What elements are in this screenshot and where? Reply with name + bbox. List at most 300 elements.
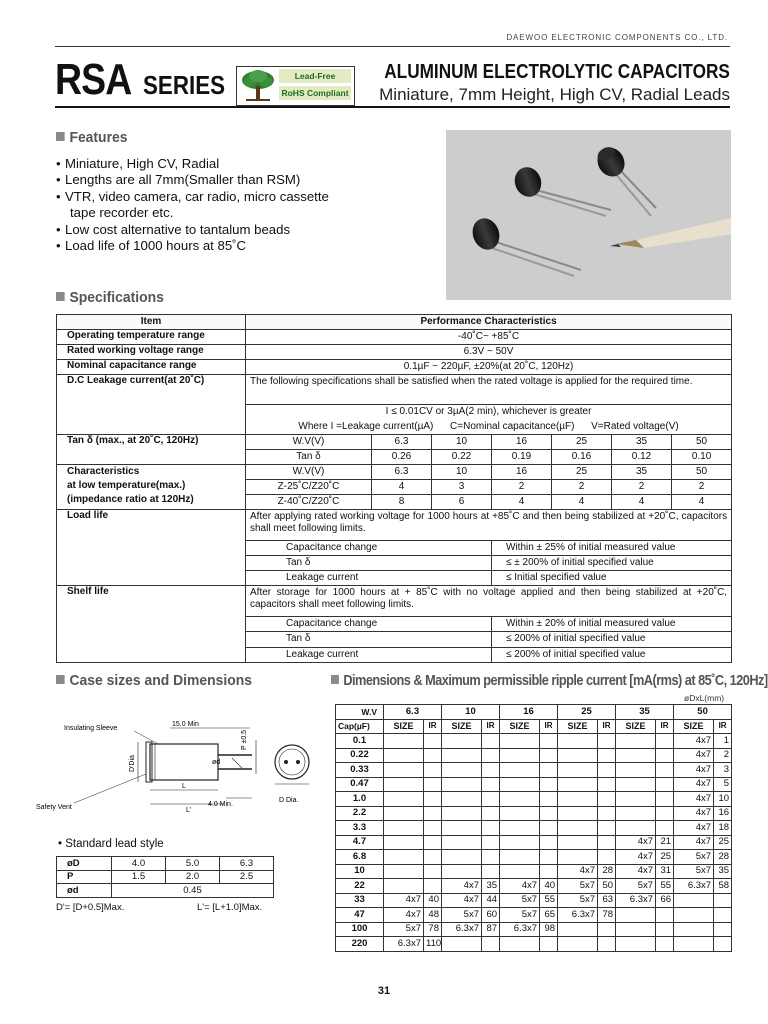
size-cell	[384, 792, 424, 807]
voltage-header: 10	[442, 705, 500, 720]
voltage-header: 6.3	[384, 705, 442, 720]
capacitance-cell: 0.47	[336, 777, 384, 792]
rohs-badge	[236, 66, 355, 106]
case-sizes-heading	[56, 673, 252, 689]
spec-value: After storage for 1000 hours at + 85˚C with no voltage applied and then being stabilized at +20˚C, capacitors shall meet following limits.	[246, 586, 732, 617]
spec-label: Rated working voltage range	[57, 345, 246, 360]
size-header: SIZE	[384, 719, 424, 734]
ripple-current-cell	[714, 908, 732, 923]
d-dia-label: D Dia.	[279, 797, 299, 804]
size-cell	[558, 937, 598, 952]
limit-value: Within ± 25% of initial measured value	[492, 541, 732, 556]
tan-label: Tan δ	[246, 449, 372, 464]
size-cell	[558, 734, 598, 749]
capacitance-cell: 33	[336, 893, 384, 908]
col-perf-header: Performance Characteristics	[246, 315, 732, 330]
ripple-current-cell	[598, 806, 616, 821]
pitch-label: P ±0.5	[241, 729, 248, 750]
ripple-current-cell	[424, 777, 442, 792]
size-cell	[442, 763, 482, 778]
table-cell: 10	[432, 434, 492, 449]
lead-row-label: P	[57, 870, 112, 884]
size-cell	[500, 748, 540, 763]
ripple-current-cell	[482, 850, 500, 865]
table-row	[336, 734, 732, 749]
limit-value: ≤ 200% of initial specified value	[492, 647, 732, 662]
size-cell	[384, 850, 424, 865]
table-cell: 2	[672, 479, 732, 494]
table-cell: 4	[372, 479, 432, 494]
dimension-diagram	[30, 714, 330, 819]
ripple-heading-text: Dimensions & Maximum permissible ripple current [mA(rms) at 85˚C, 120Hz]	[343, 673, 768, 689]
capacitance-cell: 10	[336, 864, 384, 879]
case-sizes-heading-text: Case sizes and Dimensions	[69, 673, 253, 689]
ripple-current-cell	[482, 777, 500, 792]
table-row	[57, 464, 732, 479]
table-row	[336, 893, 732, 908]
feature-text: Lengths are all 7mm(Smaller than RSM)	[65, 172, 301, 188]
size-cell	[558, 821, 598, 836]
size-cell: 4x7	[674, 734, 714, 749]
ripple-current-cell	[598, 734, 616, 749]
ripple-current-cell: 16	[714, 806, 732, 821]
feature-text: Load life of 1000 hours at 85˚C	[65, 238, 247, 254]
lp-label: L'	[186, 807, 192, 814]
size-cell: 4x7	[616, 864, 656, 879]
features-heading	[56, 130, 127, 146]
table-cell: 2	[492, 479, 552, 494]
table-cell: 50	[672, 434, 732, 449]
ripple-current-cell: 50	[598, 879, 616, 894]
ripple-current-cell	[714, 922, 732, 937]
table-cell: 0.22	[432, 449, 492, 464]
capacitance-cell: 0.22	[336, 748, 384, 763]
size-cell	[442, 821, 482, 836]
ripple-current-cell	[656, 806, 674, 821]
ripple-current-cell	[424, 748, 442, 763]
square-bullet-icon	[56, 675, 65, 684]
wv-label: W.V(V)	[246, 464, 372, 479]
size-cell	[500, 821, 540, 836]
lt-row-label: Z-40˚C/Z20˚C	[246, 494, 372, 509]
ripple-current-cell	[714, 893, 732, 908]
size-cell: 4x7	[442, 879, 482, 894]
ripple-current-cell: 21	[656, 835, 674, 850]
leakage-formula: I ≤ 0.01CV or 3µA(2 min), whichever is greater	[246, 405, 732, 420]
ripple-current-cell	[598, 850, 616, 865]
series-name: RSA	[55, 55, 132, 104]
ripple-current-cell	[656, 748, 674, 763]
size-cell: 4x7	[674, 821, 714, 836]
table-cell: 25	[552, 434, 612, 449]
feature-text: VTR, video camera, car radio, micro cassette	[65, 188, 329, 204]
wv-label: W.V(V)	[246, 434, 372, 449]
table-row	[57, 315, 732, 330]
ir-header: IR	[598, 719, 616, 734]
size-cell	[442, 792, 482, 807]
spec-label: Load life	[57, 510, 246, 586]
size-header: SIZE	[674, 719, 714, 734]
capacitance-cell: 22	[336, 879, 384, 894]
square-bullet-icon	[56, 292, 65, 301]
ripple-current-cell	[482, 835, 500, 850]
table-cell: 6	[432, 494, 492, 509]
size-cell: 6.3x7	[500, 922, 540, 937]
size-cell	[442, 777, 482, 792]
table-cell: 4	[552, 494, 612, 509]
size-cell	[442, 850, 482, 865]
table-cell: 10	[432, 464, 492, 479]
size-cell: 4x7	[384, 908, 424, 923]
table-row	[57, 884, 274, 898]
size-cell	[558, 777, 598, 792]
size-cell: 4x7	[674, 792, 714, 807]
ripple-current-cell	[656, 792, 674, 807]
ripple-current-cell	[598, 792, 616, 807]
size-cell: 6.3x7	[616, 893, 656, 908]
table-row	[336, 821, 732, 836]
lt-label-2: at low temperature(max.)	[67, 479, 186, 491]
limit-label: Leakage current	[246, 571, 492, 586]
note-l: L'= [L+1.0]Max.	[197, 902, 263, 913]
table-row	[336, 719, 732, 734]
l-label: L	[182, 783, 186, 790]
table-cell: 0.16	[552, 449, 612, 464]
table-row	[57, 510, 732, 541]
lead-free-label: Lead-Free	[279, 69, 351, 83]
ripple-heading	[331, 673, 768, 689]
size-cell: 4x7	[500, 879, 540, 894]
voltage-header: 35	[616, 705, 674, 720]
ripple-current-cell: 28	[714, 850, 732, 865]
list-item: • VTR, video camera, car radio, micro cassette tape recorder etc.	[56, 188, 329, 221]
size-cell: 5x7	[674, 864, 714, 879]
size-cell: 4x7	[674, 763, 714, 778]
table-cell: 1.5	[112, 870, 166, 884]
square-bullet-icon	[331, 675, 339, 684]
table-cell: 6.3	[220, 857, 274, 871]
size-cell	[558, 806, 598, 821]
limit-value: ≤ ± 200% of initial specified value	[492, 556, 732, 571]
table-row	[336, 835, 732, 850]
feature-text-cont: tape recorder etc.	[70, 205, 174, 221]
ripple-current-cell	[482, 748, 500, 763]
size-cell	[384, 748, 424, 763]
ripple-current-cell: 1	[714, 734, 732, 749]
size-cell	[558, 792, 598, 807]
sleeve-label: Insulating Sleeve	[64, 725, 118, 732]
ripple-current-cell	[540, 835, 558, 850]
capacitance-cell: 0.33	[336, 763, 384, 778]
ir-header: IR	[424, 719, 442, 734]
limit-value: Within ± 20% of initial measured value	[492, 617, 732, 632]
size-cell	[500, 850, 540, 865]
ripple-current-cell: 60	[482, 908, 500, 923]
size-cell	[616, 763, 656, 778]
capacitance-cell: 47	[336, 908, 384, 923]
size-cell: 4x7	[558, 864, 598, 879]
size-cell	[500, 792, 540, 807]
limit-label: Tan δ	[246, 632, 492, 647]
capacitance-cell: 0.1	[336, 734, 384, 749]
size-cell	[674, 937, 714, 952]
table-row	[336, 879, 732, 894]
spec-value: The following specifications shall be satisfied when the rated voltage is applied for the required time.	[246, 375, 732, 405]
capacitance-cell: 6.8	[336, 850, 384, 865]
square-bullet-icon	[56, 132, 65, 141]
list-item: • Load life of 1000 hours at 85˚C	[56, 238, 247, 254]
lead-row-label: ød	[57, 884, 112, 898]
ripple-current-cell	[424, 821, 442, 836]
size-cell	[442, 937, 482, 952]
size-cell	[616, 748, 656, 763]
spec-value: 0.1µF ~ 220µF, ±20%(at 20˚C, 120Hz)	[246, 360, 732, 375]
ripple-current-cell: 35	[714, 864, 732, 879]
table-row	[336, 705, 732, 720]
ripple-current-cell	[656, 821, 674, 836]
capacitance-cell: 220	[336, 937, 384, 952]
size-cell: 6.3x7	[674, 879, 714, 894]
size-cell	[384, 821, 424, 836]
ir-header: IR	[482, 719, 500, 734]
ripple-current-cell: 65	[540, 908, 558, 923]
limit-label: Capacitance change	[246, 617, 492, 632]
lead-style-label: • Standard lead style	[58, 838, 164, 850]
size-cell	[616, 937, 656, 952]
ripple-current-cell	[656, 734, 674, 749]
ripple-current-cell: 87	[482, 922, 500, 937]
table-cell: 35	[612, 464, 672, 479]
capacitance-cell: 2.2	[336, 806, 384, 821]
ripple-current-cell: 5	[714, 777, 732, 792]
table-cell: 3	[432, 479, 492, 494]
ripple-current-cell: 31	[656, 864, 674, 879]
size-cell	[384, 777, 424, 792]
table-row	[336, 864, 732, 879]
ripple-current-cell	[424, 806, 442, 821]
lead-row-label: øD	[57, 857, 112, 871]
unit-label: øDxL(mm)	[684, 693, 725, 703]
ripple-current-cell: 63	[598, 893, 616, 908]
size-cell	[674, 922, 714, 937]
ripple-current-cell	[540, 777, 558, 792]
lead-4min-label: 4.0 Min.	[208, 801, 233, 808]
limit-label: Capacitance change	[246, 541, 492, 556]
product-photo	[446, 130, 731, 300]
table-cell: 2	[552, 479, 612, 494]
size-cell	[384, 835, 424, 850]
ripple-current-cell	[656, 763, 674, 778]
table-row	[336, 937, 732, 952]
limit-value: ≤ Initial specified value	[492, 571, 732, 586]
ir-header: IR	[540, 719, 558, 734]
lead-15min-label: 15.0 Min	[172, 721, 199, 728]
size-cell	[384, 879, 424, 894]
ripple-current-cell	[598, 763, 616, 778]
size-cell	[500, 835, 540, 850]
ripple-current-cell	[656, 777, 674, 792]
size-cell: 4x7	[384, 893, 424, 908]
table-row	[57, 857, 274, 871]
table-row	[336, 748, 732, 763]
table-cell: 0.12	[612, 449, 672, 464]
table-row	[336, 777, 732, 792]
ripple-current-cell: 55	[540, 893, 558, 908]
capacitance-cell: 1.0	[336, 792, 384, 807]
ripple-current-cell: 28	[598, 864, 616, 879]
limit-value: ≤ 200% of initial specified value	[492, 632, 732, 647]
size-cell: 4x7	[674, 748, 714, 763]
spec-label: Nominal capacitance range	[57, 360, 246, 375]
wv-label: W.V	[336, 705, 384, 720]
size-header: SIZE	[442, 719, 482, 734]
table-row	[336, 792, 732, 807]
size-cell: 6.3x7	[384, 937, 424, 952]
list-item: • Miniature, High CV, Radial	[56, 156, 220, 171]
table-cell: 50	[672, 464, 732, 479]
ripple-current-cell: 55	[656, 879, 674, 894]
ripple-current-cell: 35	[482, 879, 500, 894]
table-cell: 0.19	[492, 449, 552, 464]
page-subtitle: Miniature, 7mm Height, High CV, Radial Leads	[379, 85, 730, 104]
ripple-current-cell	[424, 850, 442, 865]
size-cell	[616, 908, 656, 923]
voltage-header: 25	[558, 705, 616, 720]
ripple-current-cell	[540, 937, 558, 952]
ripple-current-cell	[424, 864, 442, 879]
table-cell: 4	[672, 494, 732, 509]
size-cell	[500, 777, 540, 792]
size-cell	[674, 908, 714, 923]
page-title: ALUMINUM ELECTROLYTIC CAPACITORS	[384, 61, 730, 83]
size-cell: 5x7	[616, 879, 656, 894]
safety-vent-label: Safety Vent	[36, 804, 72, 811]
size-cell: 4x7	[616, 850, 656, 865]
specifications-heading-text: Specifications	[69, 290, 164, 306]
list-item: • Low cost alternative to tantalum beads	[56, 221, 291, 237]
table-cell: 2.5	[220, 870, 274, 884]
lead-dia-label: ød	[212, 759, 221, 766]
size-cell: 6.3x7	[558, 908, 598, 923]
ripple-current-cell	[598, 835, 616, 850]
header-divider	[55, 46, 730, 47]
ripple-current-cell	[540, 763, 558, 778]
ripple-current-cell	[598, 922, 616, 937]
ripple-current-cell: 66	[656, 893, 674, 908]
specifications-table	[56, 314, 732, 663]
ripple-current-cell: 44	[482, 893, 500, 908]
table-row	[336, 806, 732, 821]
ripple-current-cell	[482, 864, 500, 879]
size-cell: 5x7	[384, 922, 424, 937]
size-cell: 5x7	[558, 879, 598, 894]
ripple-current-cell	[482, 821, 500, 836]
feature-text: Miniature, High CV, Radial	[65, 156, 220, 171]
table-cell: 6.3	[372, 434, 432, 449]
size-header: SIZE	[500, 719, 540, 734]
ripple-current-cell	[482, 792, 500, 807]
table-cell: 5.0	[166, 857, 220, 871]
ripple-current-cell: 58	[714, 879, 732, 894]
size-cell	[384, 763, 424, 778]
ripple-current-cell: 110	[424, 937, 442, 952]
size-cell	[500, 763, 540, 778]
ripple-current-cell	[656, 922, 674, 937]
size-cell	[616, 922, 656, 937]
size-cell	[616, 777, 656, 792]
size-cell: 4x7	[616, 835, 656, 850]
spec-label: D.C Leakage current(at 20˚C)	[57, 375, 246, 434]
series-suffix: SERIES	[143, 70, 226, 100]
lead-style-table	[56, 856, 274, 898]
table-row	[57, 345, 732, 360]
size-cell	[442, 734, 482, 749]
ripple-table	[335, 704, 732, 952]
size-cell	[442, 748, 482, 763]
spec-label: Tan δ (max., at 20˚C, 120Hz)	[57, 434, 246, 464]
leakage-where: Where I =Leakage current(µA) C=Nominal capacitance(µF) V=Rated voltage(V)	[246, 419, 732, 434]
ripple-current-cell: 48	[424, 908, 442, 923]
ripple-current-cell	[424, 792, 442, 807]
ripple-current-cell: 78	[598, 908, 616, 923]
capacitance-cell: 4.7	[336, 835, 384, 850]
ripple-current-cell: 78	[424, 922, 442, 937]
ripple-current-cell	[656, 937, 674, 952]
size-cell	[500, 734, 540, 749]
size-cell: 5x7	[674, 850, 714, 865]
table-cell: 35	[612, 434, 672, 449]
table-row	[57, 870, 274, 884]
table-cell: 6.3	[372, 464, 432, 479]
size-cell	[558, 922, 598, 937]
size-cell: 4x7	[674, 835, 714, 850]
spec-value: -40˚C~ +85˚C	[246, 330, 732, 345]
ripple-current-cell	[424, 734, 442, 749]
size-cell	[558, 835, 598, 850]
size-cell: 4x7	[674, 806, 714, 821]
ripple-current-cell: 40	[540, 879, 558, 894]
ripple-current-cell	[424, 879, 442, 894]
size-cell	[500, 806, 540, 821]
ripple-current-cell	[482, 734, 500, 749]
table-row	[336, 850, 732, 865]
spec-label: Operating temperature range	[57, 330, 246, 345]
size-cell	[384, 864, 424, 879]
ripple-current-cell	[540, 748, 558, 763]
size-cell	[442, 864, 482, 879]
size-cell: 6.3x7	[442, 922, 482, 937]
size-cell	[558, 763, 598, 778]
size-cell	[616, 806, 656, 821]
size-cell: 4x7	[442, 893, 482, 908]
lt-label-3: (impedance ratio at 120Hz)	[67, 493, 194, 505]
table-row	[336, 908, 732, 923]
ripple-current-cell	[540, 864, 558, 879]
table-row	[57, 586, 732, 617]
limit-label: Tan δ	[246, 556, 492, 571]
ir-header: IR	[714, 719, 732, 734]
ripple-current-cell	[598, 777, 616, 792]
ripple-current-cell	[598, 748, 616, 763]
table-cell: 2.0	[166, 870, 220, 884]
ripple-current-cell	[424, 835, 442, 850]
capacitance-cell: 3.3	[336, 821, 384, 836]
voltage-header: 50	[674, 705, 732, 720]
size-cell	[500, 937, 540, 952]
note-d: D'= [D+0.5]Max.	[56, 902, 125, 913]
spec-label: Shelf life	[57, 586, 246, 662]
table-cell: 8	[372, 494, 432, 509]
